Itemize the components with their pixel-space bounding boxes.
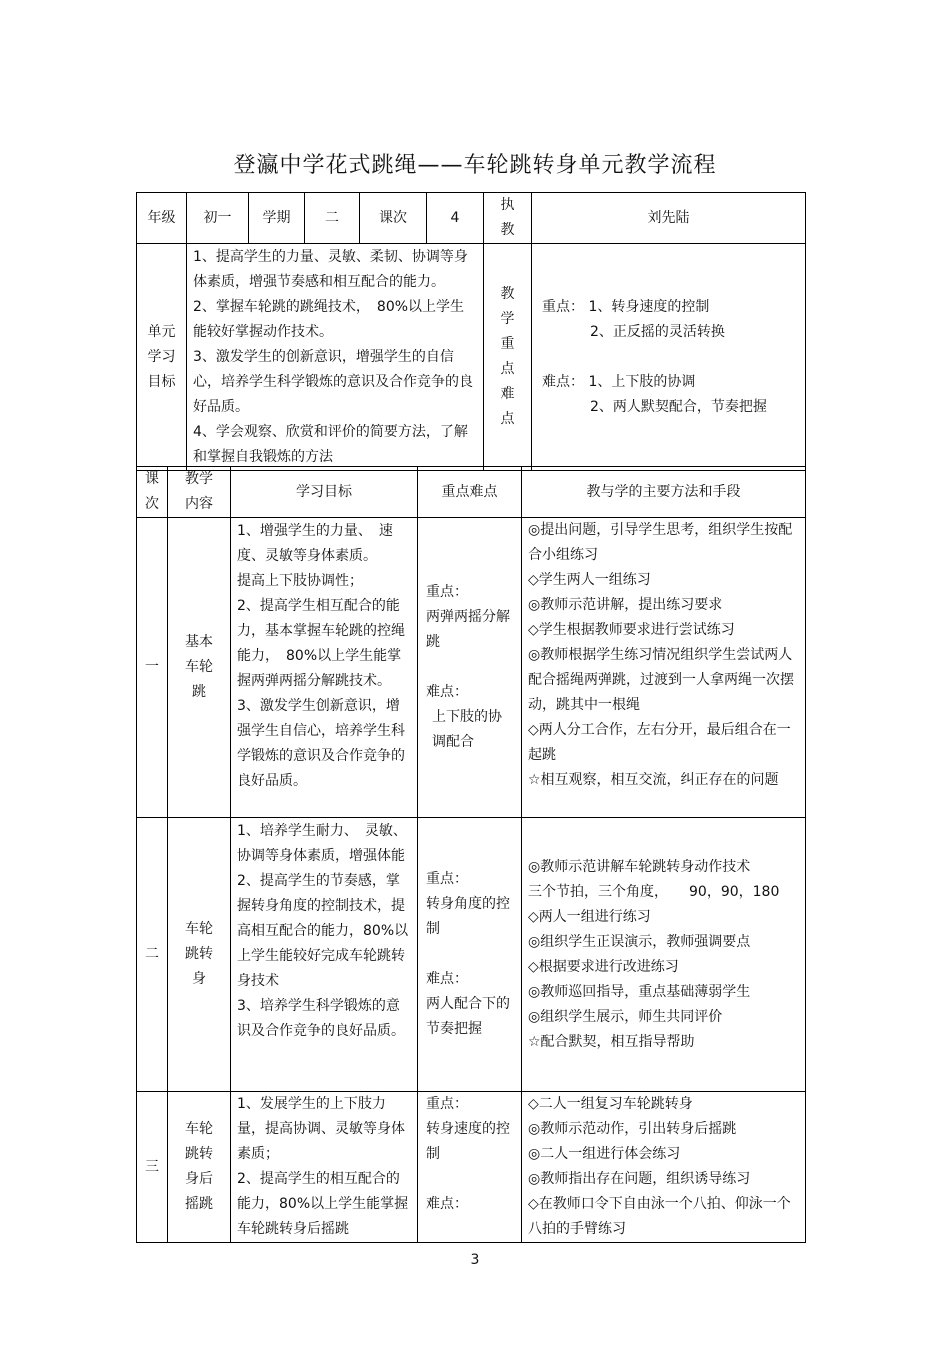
spacer: [542, 345, 799, 370]
method-item: ◎教师巡回指导，重点基础薄弱学生: [528, 983, 751, 1000]
lesson-number: 二: [137, 818, 168, 1092]
col-keypoint-header: 重点难点: [418, 467, 522, 518]
content-line: 跳转: [185, 1146, 213, 1162]
difficulty-text: 两人配合下的节奏把握: [426, 996, 510, 1037]
lesson-table: [136, 466, 806, 1243]
lesson-value: 4: [427, 193, 484, 244]
lesson-label: 课次: [360, 193, 427, 244]
key-title: 重点：: [542, 298, 584, 315]
content-line: 车轮: [185, 1121, 213, 1137]
lesson-goals: [231, 818, 418, 1092]
content-line: 基本: [185, 634, 213, 650]
kd-label-char: 重: [500, 336, 515, 352]
lesson-methods: [522, 818, 806, 1092]
method-item: ◇两人分工合作，左右分开，最后组合在一起跳: [528, 722, 791, 763]
unit-label-line: 学习: [147, 348, 176, 365]
key-title: 重点：: [426, 1096, 468, 1112]
unit-goals: [187, 244, 484, 471]
method-item: ◎组织学生展示，师生共同评价: [528, 1008, 723, 1025]
content-line: 摇跳: [185, 1196, 213, 1212]
key-title: 重点：: [426, 871, 468, 887]
lesson-content: [168, 818, 231, 1092]
col-header-line: 教学: [185, 471, 213, 487]
lesson-number: 一: [137, 518, 168, 818]
goal-item: 1、发展学生的上下肢力量，提高协调、灵敏等身体素质；: [237, 1096, 405, 1162]
content-line: 身: [192, 971, 206, 987]
spacer: [426, 942, 513, 967]
lesson-goals: [231, 518, 418, 818]
method-item: ◇两人一组进行练习: [528, 908, 651, 925]
goal-item: 1、增强学生的力量、 速度、灵敏等身体素质。: [237, 523, 393, 564]
unit-goal-item: 3、激发学生的创新意识，增强学生的自信心，培养学生科学锻炼的意识及合作竞争的良好品质。: [193, 349, 473, 415]
table-row: [137, 818, 806, 1092]
key-line: [542, 295, 799, 320]
method-item: ◇在教师口令下自由泳一个八拍、仰泳一个八拍的手臂练习: [528, 1196, 791, 1237]
goal-item: 提高上下肢协调性；: [237, 573, 363, 589]
col-header-char: 课: [145, 471, 159, 487]
key-title: 重点：: [426, 584, 468, 600]
method-item: ☆相互观察，相互交流，纠正存在的问题: [528, 772, 779, 788]
content-line: 车轮: [185, 921, 213, 937]
kd-label-char: 学: [500, 311, 515, 327]
difficulty-item: 1、上下肢的协调: [588, 373, 696, 390]
goal-item: 1、培养学生耐力、 灵敏、协调等身体素质，增强体能: [237, 823, 407, 864]
unit-goal-item: 2、掌握车轮跳的跳绳技术， 80%以上学生能较好掌握动作技术。: [193, 299, 465, 340]
col-content-header: [168, 467, 231, 518]
difficulty-title: 难点：: [542, 373, 584, 390]
key-text: 转身角度的控制: [426, 896, 510, 937]
spacer: [426, 1167, 513, 1192]
difficulty-item: 2、两人默契配合，节奏把握: [590, 398, 767, 415]
difficulty-title: 难点：: [426, 1196, 468, 1212]
col-header-char: 次: [145, 496, 159, 512]
goal-item: 3、培养学生科学锻炼的意识及合作竞争的良好品质。: [237, 998, 405, 1039]
lesson-keypoints: [418, 818, 522, 1092]
term-label: 学期: [249, 193, 305, 244]
col-header-line: 内容: [185, 496, 213, 512]
content-line: 车轮: [185, 659, 213, 675]
unit-goal-item: 1、提高学生的力量、灵敏、柔韧、协调等身体素质，增强节奏感和相互配合的能力。: [193, 249, 468, 290]
table-row: [137, 1092, 806, 1243]
goal-item: 2、提高学生的相互配合的能力，80%以上学生能掌握车轮跳转身后摇跳: [237, 1171, 409, 1237]
method-item: ◎教师指出存在问题，组织诱导练习: [528, 1171, 751, 1187]
method-item: ◎教师示范讲解车轮跳转身动作技术: [528, 858, 751, 875]
method-item: ◇学生两人一组练习: [528, 572, 651, 588]
difficulty-text: 上下肢的协调配合: [432, 709, 502, 750]
method-item: ◎教师根据学生练习情况组织学生尝试两人配合摇绳两弹跳，过渡到一人拿两绳一次摆动，跳其中一根绳: [528, 647, 794, 713]
col-goal-header: 学习目标: [231, 467, 418, 518]
spacer: [426, 655, 513, 680]
grade-value: 初一: [187, 193, 249, 244]
method-item: ☆配合默契，相互指导帮助: [528, 1033, 695, 1050]
lesson-methods: [522, 518, 806, 818]
unit-goal-label: [137, 244, 187, 471]
teacher-label-char: 执: [500, 197, 515, 213]
kd-label-char: 难: [500, 386, 515, 402]
unit-label-line: 目标: [147, 373, 176, 390]
col-method-header: 教与学的主要方法和手段: [522, 467, 806, 518]
kd-label-char: 点: [500, 411, 515, 427]
content-line: 身后: [185, 1171, 213, 1187]
difficulty-title: 难点：: [426, 971, 468, 987]
lesson-keypoints: [418, 1092, 522, 1243]
method-item: ◎提出问题，引导学生思考，组织学生按配合小组练习: [528, 522, 793, 563]
grade-label: 年级: [137, 193, 187, 244]
unit-goal-item: 4、学会观察、欣赏和评价的简要方法，了解和掌握自我锻炼的方法: [193, 424, 468, 465]
method-item: ◎组织学生正误演示，教师强调要点: [528, 933, 751, 950]
lesson-methods: [522, 1092, 806, 1243]
teacher-value: 刘先陆: [532, 193, 806, 244]
lesson-goals: [231, 1092, 418, 1243]
lesson-content: [168, 518, 231, 818]
content-line: 跳转: [185, 946, 213, 962]
col-lesson-header: [137, 467, 168, 518]
method-item: ◎二人一组进行体会练习: [528, 1146, 681, 1162]
content-line: 跳: [192, 684, 206, 700]
kd-label-char: 点: [500, 361, 515, 377]
kd-label-char: 教: [500, 286, 515, 302]
header-table: [136, 192, 806, 471]
difficulty-line: [542, 370, 799, 395]
goal-item: 3、激发学生创新意识，增强学生自信心，培养学生科学锻炼的意识及合作竞争的良好品质。: [237, 698, 405, 789]
unit-label-line: 单元: [147, 323, 176, 340]
page-number: 3: [470, 1252, 480, 1268]
document-title: 登瀛中学花式跳绳——车轮跳转身单元教学流程: [233, 153, 717, 178]
goal-item: 2、提高学生的节奏感，掌握转身角度的控制技术，提高相互配合的能力，80%以上学生能较好完成车轮跳转身技术: [237, 873, 409, 989]
method-item: ◇学生根据教师要求进行尝试练习: [528, 622, 735, 638]
method-item: 三个节拍，三个角度， 90，90，180: [528, 883, 780, 900]
key-difficulty-label: [484, 244, 532, 471]
method-item: ◎教师示范讲解，提出练习要求: [528, 597, 723, 613]
goal-item: 2、提高学生相互配合的能力，基本掌握车轮跳的控绳能力， 80%以上学生能掌握两弹两摇分解跳技术。: [237, 598, 405, 689]
method-item: ◇根据要求进行改进练习: [528, 958, 679, 975]
lesson-keypoints: [418, 518, 522, 818]
key-text: 转身速度的控制: [426, 1121, 510, 1162]
key-item: 1、转身速度的控制: [588, 298, 710, 315]
lesson-content: [168, 1092, 231, 1243]
teacher-label-char: 教: [500, 222, 515, 238]
method-item: ◇二人一组复习车轮跳转身: [528, 1096, 693, 1112]
key-text: 两弹两摇分解跳: [426, 609, 510, 650]
difficulty-title: 难点：: [426, 684, 468, 700]
method-item: ◎教师示范动作，引出转身后摇跳: [528, 1121, 737, 1137]
term-value: 二: [305, 193, 360, 244]
table-row: [137, 518, 806, 818]
key-difficulty-detail: [532, 244, 806, 471]
key-item: 2、正反摇的灵活转换: [590, 323, 725, 340]
lesson-number: 三: [137, 1092, 168, 1243]
teacher-label: [484, 193, 532, 244]
